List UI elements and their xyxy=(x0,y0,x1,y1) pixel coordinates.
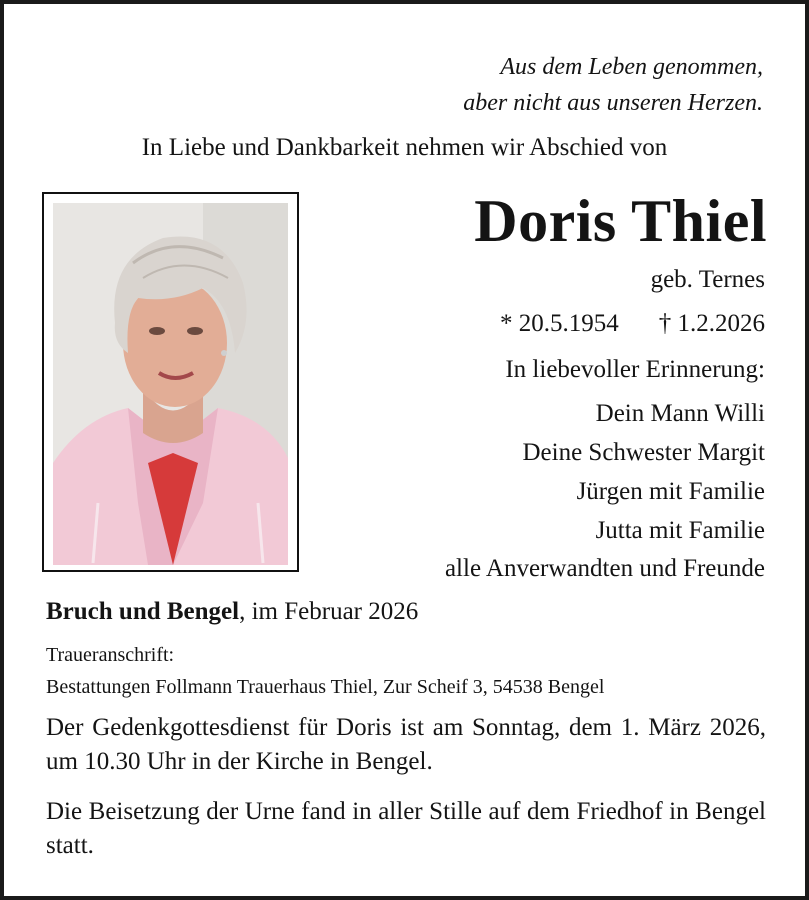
place-date-line xyxy=(46,598,418,626)
portrait-image xyxy=(53,203,288,565)
maiden-name: geb. Ternes xyxy=(650,266,765,293)
death-date: † 1.2.2026 xyxy=(658,310,765,337)
mourners-heading: In liebevoller Erinnerung: xyxy=(505,356,765,383)
life-dates xyxy=(500,310,765,338)
deceased-name: Doris Thiel xyxy=(474,188,767,254)
burial-paragraph: Die Beisetzung der Urne fand in aller Stille auf dem Friedhof in Bengel statt. xyxy=(46,798,766,859)
address-label: Traueranschrift: xyxy=(46,644,175,666)
mourner-name: Dein Mann Willi xyxy=(595,400,765,427)
place-date: , im Februar 2026 xyxy=(239,598,419,625)
place-name: Bruch und Bengel xyxy=(46,598,240,625)
mourner-name: Jutta mit Familie xyxy=(595,517,765,544)
motto-line-1: Aus dem Leben genommen, xyxy=(500,54,763,80)
mourner-name: alle Anverwandten und Freunde xyxy=(444,555,765,582)
birth-date: * 20.5.1954 xyxy=(500,310,619,337)
motto-line-2: aber nicht aus unseren Herzen. xyxy=(463,90,763,116)
mourner-name: Deine Schwester Margit xyxy=(522,439,765,466)
portrait-photo xyxy=(42,192,299,572)
address-text: Bestattungen Follmann Trauerhaus Thiel, Zur Scheif 3, 54538 Bengel xyxy=(46,676,605,698)
intro-text: In Liebe und Dankbarkeit nehmen wir Abschied von xyxy=(141,134,668,161)
mourner-name: Jürgen mit Familie xyxy=(576,478,765,505)
service-paragraph: Der Gedenkgottesdienst für Doris ist am Sonntag, dem 1. März 2026, um 10.30 Uhr in der Kirche in Bengel. xyxy=(46,714,766,775)
